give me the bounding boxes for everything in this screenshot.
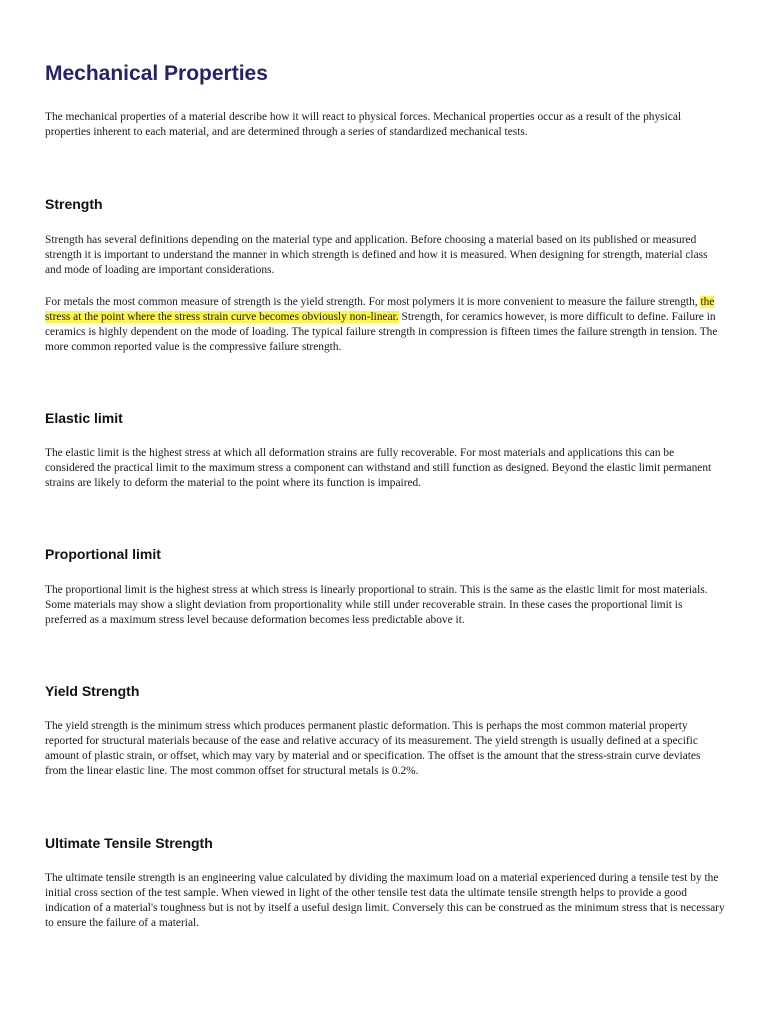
strength-paragraph-2-after: Strength, for ceramics however, is more difficult to define. Failure in ceramics is highly dependent on the mode of loading. The typical failure strength in compression is fifteen times the failure strength in tension. The more common reported value is the compressive failure strength.: [45, 311, 718, 353]
elastic-limit-paragraph: The elastic limit is the highest stress at which all deformation strains are fully recoverable. For most materials and applications this can be considered the practical limit to the maximum stress a component can withstand and still function as designed. Beyond the elastic limit permanent strains are likely to deform the material to the point where its function is impaired.: [45, 447, 712, 489]
strength-paragraph-2-before: For metals the most common measure of strength is the yield strength. For most polymers it is more convenient to measure the failure strength,: [45, 296, 701, 308]
section-heading-ultimate-tensile-strength: Ultimate Tensile Strength: [45, 835, 213, 851]
section-heading-proportional-limit: Proportional limit: [45, 546, 161, 562]
ultimate-tensile-strength-paragraph: The ultimate tensile strength is an engineering value calculated by dividing the maximum load on a material experienced during a tensile test by the initial cross section of the test sample. When viewed in light of the other tensile test data the ultimate tensile strength helps to provide a good indication of a material's toughness but is not by itself a useful design limit. Conversely this can be construed as the minimum stress that is necessary to ensure the failure of a material.: [45, 872, 725, 929]
yield-strength-paragraph: The yield strength is the minimum stress which produces permanent plastic deformation. This is perhaps the most common material property reported for structural materials because of the ease and relative accuracy of its measurement. The yield strength is usually defined at a specific amount of plastic strain, or offset, which may vary by material and or specification. The offset is the amount that the stress-strain curve deviates from the linear elastic line. The most common offset for structural metals is 0.2%.: [45, 720, 701, 777]
proportional-limit-paragraph: The proportional limit is the highest stress at which stress is linearly proportional to strain. This is the same as the elastic limit for most materials. Some materials may show a slight deviation from proportionality while still under recoverable strain. In these cases the proportional limit is preferred as a maximum stress level because deformation becomes less predictable above it.: [45, 584, 708, 626]
page-title: Mechanical Properties: [45, 62, 268, 85]
strength-paragraph-1: Strength has several definitions depending on the material type and application. Before choosing a material based on its published or measured strength it is important to understand the manner in which strength is defined and how it is measured. When designing for strength, material class and mode of loading are important considerations.: [45, 234, 708, 276]
section-heading-yield-strength: Yield Strength: [45, 683, 140, 699]
intro-paragraph: The mechanical properties of a material describe how it will react to physical forces. Mechanical properties occur as a result of the physical properties inherent to each material, and are determined through a series of standardized mechanical tests.: [45, 111, 682, 138]
highlighted-text: the stress at the point where the stress strain curve becomes obviously non-linear.: [45, 296, 715, 323]
strength-paragraph-2: [45, 295, 725, 355]
section-heading-elastic-limit: Elastic limit: [45, 410, 123, 426]
section-heading-strength: Strength: [45, 196, 103, 212]
